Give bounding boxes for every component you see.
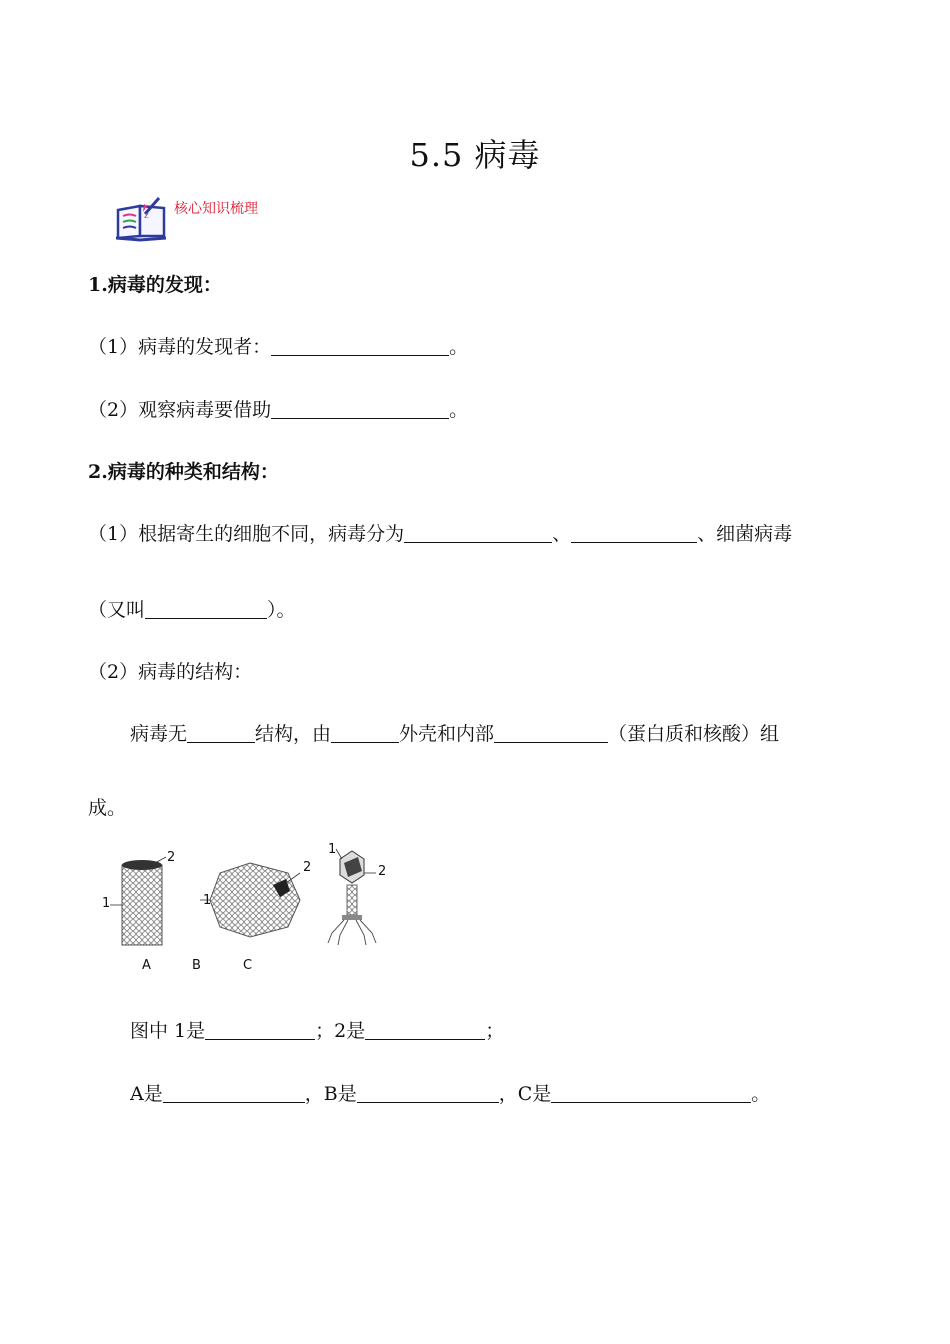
question-2-1: （1）根据寄生的细胞不同，病毒分为 、 、细菌病毒 [88, 523, 793, 545]
structure-sentence-end: 成。 [88, 797, 127, 819]
part-number: 1 [203, 893, 212, 908]
answer-blank[interactable] [365, 1020, 485, 1040]
page-title: 5.5 病毒 [409, 136, 541, 174]
section-2-heading: 2.病毒的种类和结构： [88, 461, 279, 483]
answer-blank[interactable] [145, 599, 267, 619]
svg-text:z: z [144, 211, 149, 221]
question-2-1-line2: （又叫 ）。 [88, 599, 296, 621]
answer-blank[interactable] [551, 1083, 751, 1103]
question-1-1: （1）病毒的发现者： 。 [88, 336, 469, 358]
answer-blank[interactable] [163, 1083, 305, 1103]
book-icon [114, 192, 170, 242]
figure-question-types: A是 ，B是 ，C是 。 [130, 1083, 771, 1105]
question-2-2-heading: （2）病毒的结构： [88, 661, 253, 683]
figure-label-c: C [243, 958, 253, 973]
answer-blank[interactable] [271, 399, 449, 419]
virus-a-rod [110, 857, 166, 945]
answer-blank[interactable] [331, 723, 399, 743]
figure-label-b: B [192, 958, 201, 973]
section-1-heading: 1.病毒的发现： [88, 274, 222, 296]
structure-sentence: 病毒无 结构，由 外壳和内部 （蛋白质和核酸）组 [130, 723, 780, 745]
answer-blank[interactable] [187, 723, 255, 743]
virus-c-bacteriophage [328, 849, 376, 945]
figure-question-parts: 图中 1是 ；2是 ； [130, 1020, 505, 1042]
answer-blank[interactable] [494, 723, 608, 743]
question-1-2: （2）观察病毒要借助 。 [88, 399, 469, 421]
answer-blank[interactable] [571, 523, 697, 543]
answer-blank[interactable] [357, 1083, 499, 1103]
figure-label-a: A [142, 958, 151, 973]
part-number: 2 [167, 850, 176, 865]
answer-blank[interactable] [205, 1020, 315, 1040]
part-number: 1 [328, 842, 337, 857]
part-number: 2 [378, 864, 387, 879]
part-number: 2 [303, 860, 312, 875]
badge-label: 核心知识梳理 [174, 201, 258, 217]
part-number: 1 [102, 896, 111, 911]
virus-b-polyhedral [200, 863, 300, 937]
answer-blank[interactable] [404, 523, 552, 543]
answer-blank[interactable] [271, 336, 449, 356]
